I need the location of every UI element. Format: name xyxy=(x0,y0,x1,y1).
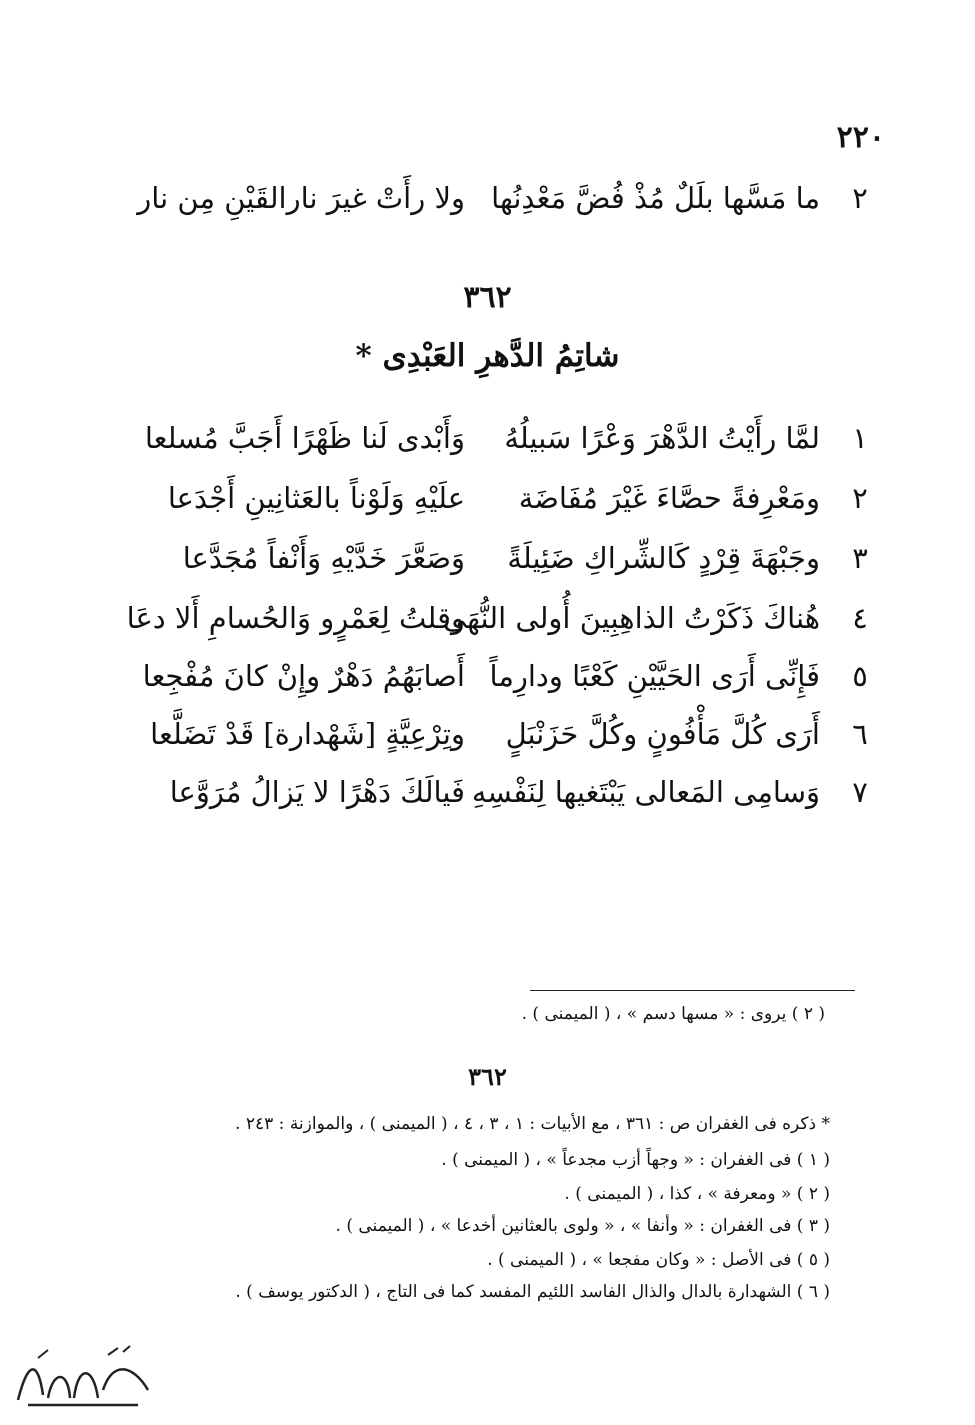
footnote-line: ( ٣ ) فى الغفران : « وأنفا » ، « ولوى بالعثانين أخدعا » ، ( الميمنى ) . xyxy=(335,1216,830,1236)
verse-number: ٧ xyxy=(852,775,868,809)
poem-verse xyxy=(150,538,875,578)
poem-number: ٣٦٢ xyxy=(463,280,512,315)
verse-number: ٦ xyxy=(852,717,868,751)
verse-first-hemistich: ما مَسَّها بلَلٌ مُذْ فُضَّ مَعْدِنُها xyxy=(491,181,820,215)
verse-second-hemistich: وَصَعَّرَ خَدَّيْهِ وَأَنْفاً مُجَدَّعا xyxy=(182,541,465,575)
verse-first-hemistich: ومَعْرِفةً حصَّاءَ غَيْرَ مُفَاضَة xyxy=(518,481,820,515)
poem-verse xyxy=(150,714,875,754)
poem-verse xyxy=(150,478,875,518)
verse-first-hemistich: أَرَى كُلَّ مَأْفُونٍ وكُلَّ حَزَنْبَلٍ xyxy=(505,717,820,751)
verse-second-hemistich: ولا رأَتْ غيرَ نارالقَيْنِ مِن نار xyxy=(137,181,465,215)
footnotes-poem-number: ٣٦٢ xyxy=(468,1062,507,1091)
verse-number: ٤ xyxy=(852,601,868,635)
top-verse xyxy=(137,178,875,218)
footnote-divider xyxy=(530,990,855,991)
verse-first-hemistich: وجَبْهَةَ قِرْدٍ كَالشِّراكِ ضَئِيلَةً xyxy=(507,541,820,575)
verse-second-hemistich: وتِرْعِيَّةٍ [شَهْدارة] قَدْ تَضَلَّعا xyxy=(150,717,465,751)
verse-number: ١ xyxy=(852,421,868,455)
verse-first-hemistich: هُناكَ ذَكَرْتُ الذاهِبِينَ أُولى النُّهَى xyxy=(443,601,820,635)
poem-verse xyxy=(144,418,875,458)
verse-first-hemistich: لمَّا رأَيْتُ الدَّهْرَ وَعْرًا سَبيلُهُ xyxy=(504,421,820,455)
footnote-line: ( ١ ) فى الغفران : « وجهاً أزب مجدعاً » ، ( الميمنى ) . xyxy=(441,1150,830,1170)
verse-second-hemistich: أَصابَهُمُ دَهْرٌ وإِنْ كانَ مُفْجِعا xyxy=(142,659,465,693)
verse-number: ٢ xyxy=(852,481,868,515)
poem-verse xyxy=(142,656,875,696)
poem-verse xyxy=(126,598,875,638)
verse-number: ٢ xyxy=(852,181,868,215)
verse-second-hemistich: وقلتُ لِعَمْرٍو وَالحُسامِ أَلا دعَا xyxy=(126,601,465,635)
verse-second-hemistich: فَيالَكَ دَهْرًا لا يَزالُ مُرَوَّعا xyxy=(169,775,465,809)
verse-first-hemistich: فَإِنِّى أَرَى الحَيَّيْنِ كَعْبًا ودارِماً xyxy=(489,659,820,693)
verse-second-hemistich: وَأَبْدى لَنا ظَهْرًا أَجَبَّ مُسلعا xyxy=(144,421,465,455)
poem-title: شاتِمُ الدَّهرِ العَبْدِى * xyxy=(355,338,620,374)
library-stamp xyxy=(8,1340,158,1415)
verse-first-hemistich: وَسامِى المَعالى يَبْتَغيها لِنَفْسِهِ xyxy=(471,775,820,809)
footnote-line: * ذكره فى الغفران ص : ٣٦١ ، مع الأبيات : ١ ، ٣ ، ٤ ، ( الميمنى ) ، والموازنة : ٢٤٣ . xyxy=(235,1114,830,1134)
footnote-line: ( ٢ ) « ومعرفة » ، كذا ، ( الميمنى ) . xyxy=(564,1184,830,1204)
verse-number: ٥ xyxy=(852,659,868,693)
footnote-line: ( ٦ ) الشهدارة بالدال والذال الفاسد اللئيم المفسد كما فى التاج ، ( الدكتور يوسف ) . xyxy=(235,1282,830,1302)
poem-verse xyxy=(150,772,875,812)
footnote-previous-page: ( ٢ ) يروى : « مسها دسم » ، ( الميمنى ) . xyxy=(521,1004,825,1024)
verse-number: ٣ xyxy=(852,541,868,575)
page-number: ٢٢٠ xyxy=(836,120,885,155)
footnote-line: ( ٥ ) فى الأصل : « وكان مفجعا » ، ( الميمنى ) . xyxy=(487,1250,830,1270)
verse-second-hemistich: علَيْهِ وَلَوْناً بالعَثانِينِ أَجْدَعا xyxy=(167,481,465,515)
